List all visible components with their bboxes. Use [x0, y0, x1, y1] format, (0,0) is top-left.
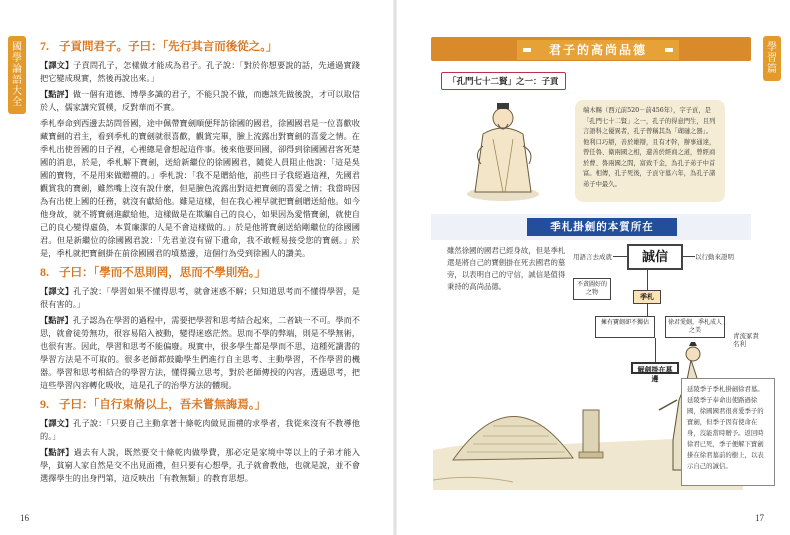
item-7	[40, 38, 360, 260]
diagram-action: 解劍掛在墓邊	[631, 362, 679, 374]
subtitle-box: 「孔門七十二賢」之一：子貢	[441, 72, 566, 90]
commentary	[40, 88, 360, 114]
page-number: 16	[20, 513, 29, 523]
diagram-left-label: 用語言去成就	[573, 253, 612, 261]
item-quote: 子貢問君子。子曰：「先行其言而後從之。」	[59, 39, 278, 53]
item-number: 8.	[40, 265, 49, 279]
item-9	[40, 396, 360, 485]
side-tab-char: 習	[767, 53, 777, 64]
item-number: 9.	[40, 397, 49, 411]
right-side-tab	[763, 36, 781, 81]
tag: 【點評】	[40, 89, 73, 99]
tag: 【點評】	[40, 447, 74, 457]
side-tab-char: 語	[12, 75, 22, 86]
paragraph-text: 季札奉命到西邊去訪問晉國，途中佩帶寶劍順便拜訪徐國的國君，徐國國君是一位喜歡收藏寶劍的君主，看到季札的寶劍就很喜歡，觀賞完畢，臉上流露出對寶劍的喜愛之情。在季札出使晉國的日子裡，心裡總是會想起這件事。後來他要回國，卻得到徐國國君客死楚國的消息，於是，季札解下寶劍，送給新繼位的徐國國君，隨從人員阻止他說：「這是吳國的寶物，不是用來做贈禮的。」季札說：「我不是贈給他，前些日子我經過這裡，先國君觀賞我的寶劍，雖然嘴上沒有說什麼，但是臉色流露出對這把寶劍的喜愛之情；我當時因為有出使上國的任務，就沒有獻給他。雖是這樣，但在我心裡早就把寶劍贈送給他。如今他身故，就不將寶劍進獻給他，這樣做是在欺騙自己的良心，如果因為愛惜寶劍，就使自己的良心變得虛偽，本質廉潔的人是不會這樣做的。」於是他將寶劍送給剛繼位的徐國國君。但是新繼位的徐國國君說：「先君並沒有留下遺命，我不敢輕易接受您的寶劍。」於是，季札就把寶劍掛在前徐國國君的墳墓邊，這個行為受到徐國人的讚美。	[40, 118, 360, 258]
translation	[40, 417, 360, 443]
paragraph-text: 孔子說：「學習如果不懂得思考，就會迷惑不解；只知道思考而不懂得學習，是很有害的。」	[40, 286, 360, 309]
arrow	[683, 256, 695, 257]
item-quote: 子曰：「自行束脩以上，吾未嘗無誨焉。」	[59, 397, 266, 411]
section-banner	[431, 37, 751, 61]
side-tab-char: 國	[12, 42, 22, 53]
section-header	[431, 214, 751, 240]
tag: 【點評】	[40, 315, 73, 325]
left-side-tab	[8, 36, 26, 114]
description-text: 雖然徐國的國君已經身故，但是季札還是將自己的寶劍掛在死去國君的墓旁，以表明自己的守信，誠信是值得秉持的高尚品德。	[447, 246, 566, 291]
banner-title: 君子的高尚品德	[517, 40, 679, 60]
side-tab-char: 全	[12, 97, 22, 108]
arrow	[647, 270, 648, 290]
diagram-person: 季札	[633, 290, 661, 304]
diagram-bu-grave: 青流冢貴名利	[733, 332, 759, 348]
paragraph-text: 過去有人說，既然要交十條乾肉做學費，那必定是家境中等以上的子弟才能入學，貧窮人家自然是交不出見面禮，但只要有心想學，孔子就會教他，也就是說，並不會選擇學生的出身門第，這反映出「有教無類」的教育思想。	[40, 447, 360, 483]
side-tab-char: 學	[12, 53, 22, 64]
side-tab-char: 篇	[767, 64, 777, 75]
paragraph-text: 孔子說：「只要自己主動拿著十條乾肉做見面禮的求學者，我從來沒有不教導他的。」	[40, 418, 360, 441]
tag: 【譯文】	[40, 60, 74, 70]
page-number: 17	[755, 513, 764, 523]
item-number: 7.	[40, 39, 49, 53]
arrow	[613, 256, 627, 257]
tag: 【譯文】	[40, 286, 74, 296]
arrow	[647, 304, 648, 316]
diagram-not-covet: 不貪圖好的之物	[573, 278, 611, 300]
side-tab-char: 大	[12, 86, 22, 97]
paragraph-text: 孔子認為在學習的過程中，需要把學習和思考結合起來，二者缺一不可。學而不思，就會徒勞無功，很容易陷入被動，變得迷惑茫然。思而不學的弊端，則是不學無術，也很有害。因此，學習和思考不能偏廢。現實中，很多學生都是學而不思，這種死讀書的學習方法是不可取的。很多老師都鼓勵學生們進行自主思考、主動學習，不作學習的機器。學習和思考相結合的學習方法，懂得獨立思考，對於老師傳授的內容，透過思考，把這些學習內容轉化吸收，這是孔子的治學方法的體現。	[40, 315, 360, 390]
zigong-illustration	[453, 94, 553, 204]
diagram-center: 誠信	[627, 244, 683, 270]
commentary	[40, 446, 360, 485]
diagram-xu-love: 徐君愛劍，季札成人之美	[665, 316, 725, 338]
item-quote: 子曰：「學而不思則罔，思而不學則殆。」	[59, 265, 266, 279]
diagram-has-sword: 擁有寶劍卻不獨佔	[595, 316, 655, 338]
item-8	[40, 264, 360, 392]
diagram-right-label: 以行動來證明	[695, 253, 734, 261]
side-tab-char: 學	[767, 42, 777, 53]
translation	[40, 285, 360, 311]
section-title: 季札掛劍的本質所在	[527, 218, 677, 236]
translation	[40, 59, 360, 85]
side-tab-char: 論	[12, 64, 22, 75]
left-content	[40, 38, 360, 488]
bio-box: 端木賜（西元前520－前456年），字子貢，是「孔門七十二賢」之一，孔子的得意門生，且列言語科之優異者，孔子曾稱其為「瑚璉之器」。他利口巧辯，善於雄辯，且有才幹，辦事通達，曾任魯、衛兩國之相，還善於經商之道，曾經商於曹、魯兩國之間，富致千金，為孔子弟子中首富。相傳，孔子死後，子貢守墓六年，為孔子諸弟子中最久。	[575, 100, 725, 202]
paragraph-text: 做一個有道德、博學多識的君子，不能只說不做，而應該先做後說，才可以取信於人，儒家講究質樸，反對華而不實。	[40, 89, 360, 112]
right-page	[395, 0, 790, 535]
illustration-caption: 延陵季子季札掛劍徐君墓。延陵季子奉命出使路過徐國，徐國國君很喜愛季子的寶劍，但季子因有使命在身，沒能當時贈予。返回時徐君已死，季子便解下寶劍掛在徐君墓前的樹上，以表示自己的誠信。	[681, 378, 775, 486]
tag: 【譯文】	[40, 418, 74, 428]
commentary	[40, 314, 360, 392]
paragraph-text: 子貢問孔子，怎樣做才能成為君子。孔子說：「對於你想要說的話，先通過實踐把它變成現實，然後再說出來。」	[40, 60, 360, 83]
story-paragraph	[40, 117, 360, 260]
